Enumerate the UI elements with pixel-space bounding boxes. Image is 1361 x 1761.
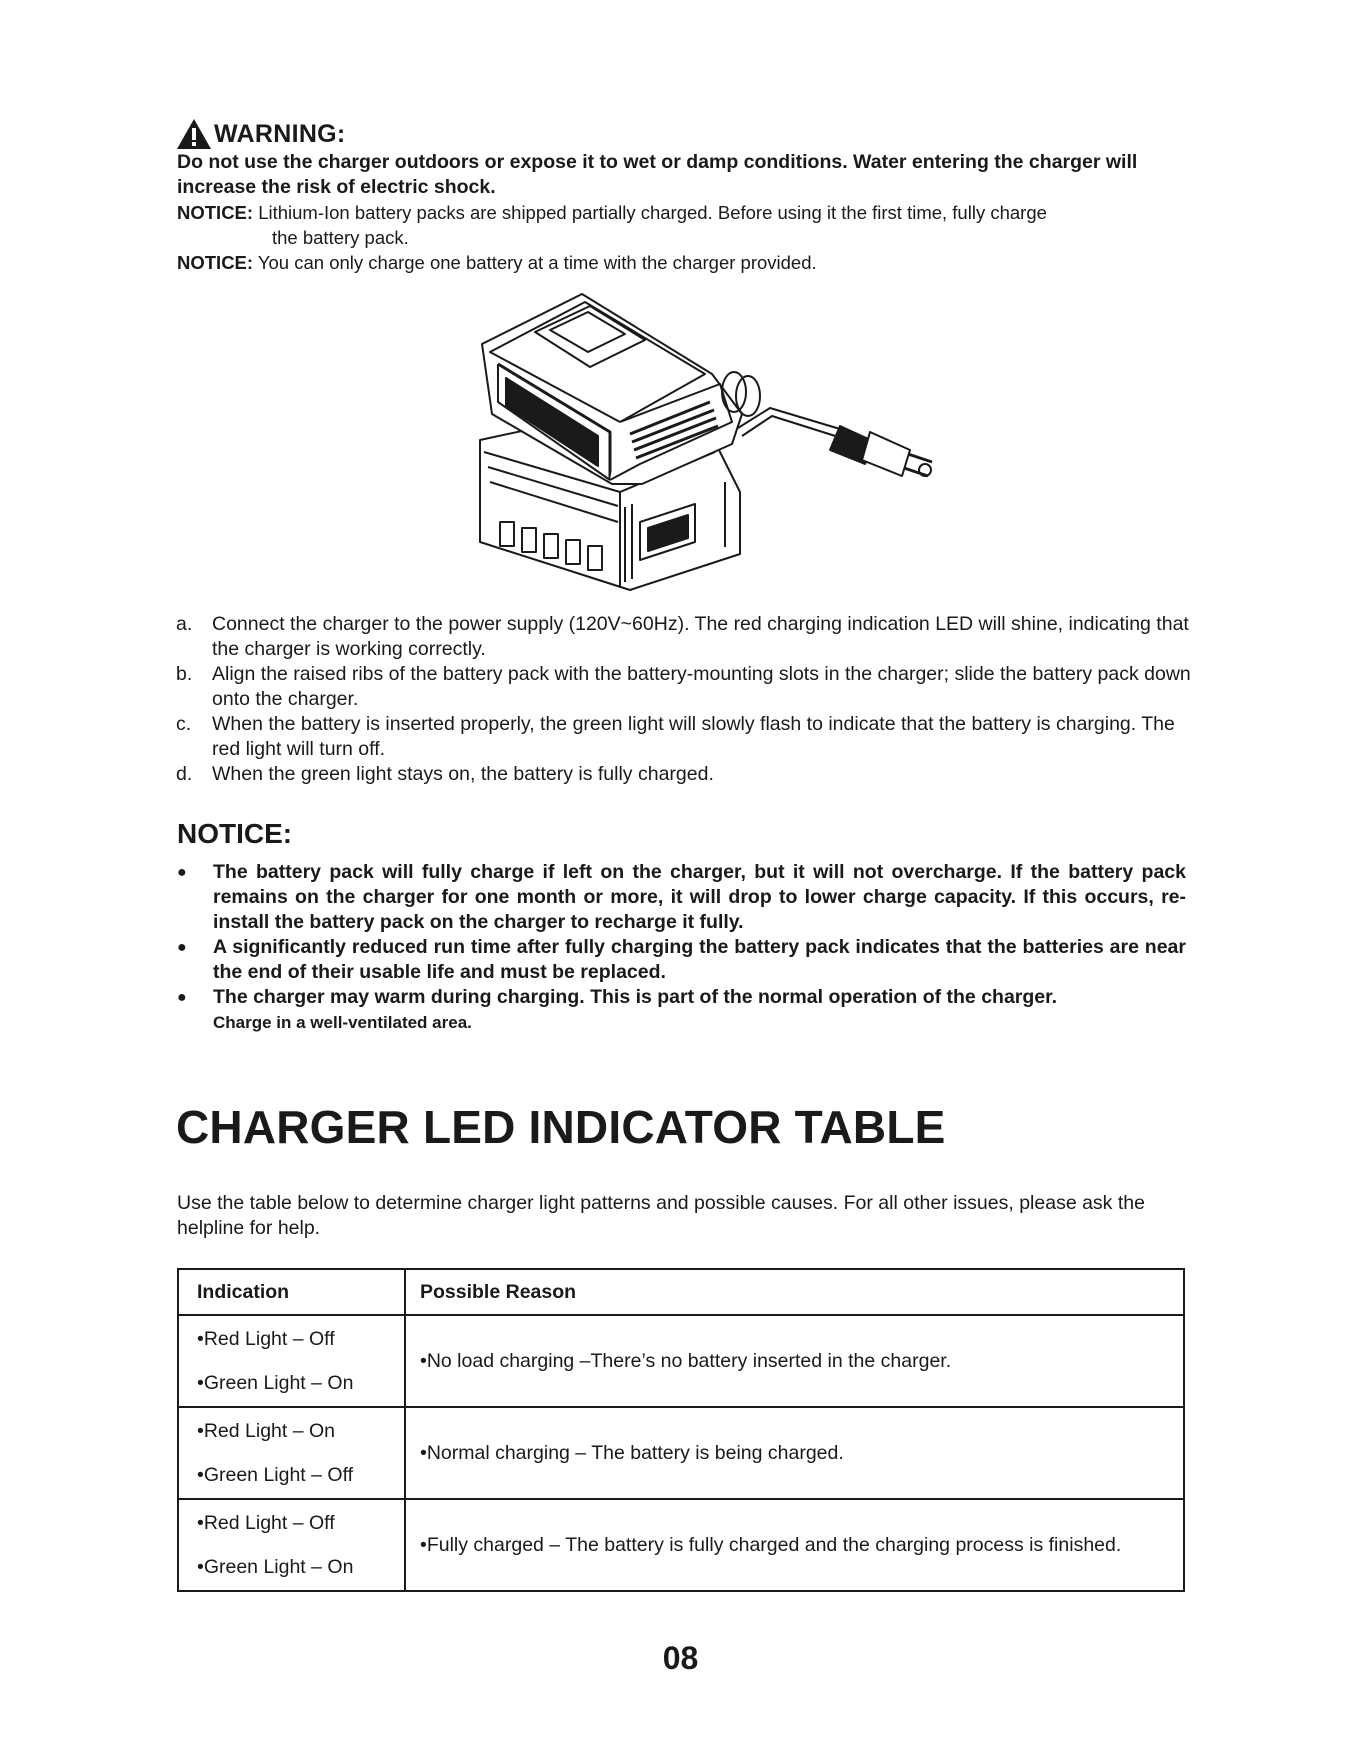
- warning-text: Do not use the charger outdoors or expose it to wet or damp conditions. Water entering the charger will increase the risk of electric shock.: [177, 151, 1138, 198]
- header-indication: Indication: [178, 1269, 405, 1315]
- green-light-status: •Green Light – On: [197, 1556, 354, 1578]
- step-label: a.: [176, 613, 193, 635]
- bullet-dot-icon: ●: [177, 939, 187, 956]
- step-text: Align the raised ribs of the battery pack with the battery-mounting slots in the charger; slide the battery pack down onto the charger.: [212, 663, 1191, 710]
- green-light-status: •Green Light – On: [197, 1372, 354, 1394]
- indication-cell: [178, 1315, 405, 1407]
- notice-bullet: [177, 935, 1186, 985]
- bullet-text: The battery pack will fully charge if left on the charger, but it will not overcharge. If the battery pack remains on the charger for one month or more, it will drop to lower charge capacity. If this occurs, re-install the battery pack on the charger to recharge it fully.: [213, 861, 1186, 933]
- notice-one-battery: [177, 250, 1177, 275]
- red-light-status: •Red Light – On: [197, 1420, 335, 1442]
- step-text: Connect the charger to the power supply (120V~60Hz). The red charging indication LED will shine, indicating that the charger is working correctly.: [212, 613, 1189, 660]
- bullet-text-wrap: [213, 985, 1186, 1035]
- red-light-status: •Red Light – Off: [197, 1512, 335, 1534]
- bullet-text: A significantly reduced run time after fully charging the battery pack indicates that the batteries are near the end of their usable life and must be replaced.: [213, 936, 1186, 983]
- reason-cell: •Normal charging – The battery is being charged.: [405, 1407, 1184, 1499]
- indication-cell: [178, 1407, 405, 1499]
- notice-text: Lithium-Ion battery packs are shipped partially charged. Before using it the first time, fully charge: [258, 202, 1047, 223]
- step-label: b.: [176, 663, 193, 685]
- notice-text: You can only charge one battery at a time with the charger provided.: [257, 252, 817, 273]
- step-item: [176, 612, 1206, 662]
- page-number: 08: [662, 1640, 699, 1676]
- bullet-text: The charger may warm during charging. This is part of the normal operation of the charger.: [213, 986, 1058, 1008]
- bullet-dot-icon: ●: [177, 989, 187, 1006]
- bullet-text-extra: Charge in a well-ventilated area.: [213, 1013, 472, 1032]
- notice-bullet: [177, 860, 1186, 935]
- warning-triangle-icon: [176, 118, 212, 150]
- header-possible-reason: Possible Reason: [405, 1269, 1184, 1315]
- table-header-row: [178, 1269, 1184, 1315]
- notice-label: NOTICE:: [177, 202, 254, 223]
- green-light-status: •Green Light – Off: [197, 1464, 354, 1486]
- step-item: [176, 662, 1206, 712]
- warning-header: [176, 118, 346, 150]
- table-row: [178, 1499, 1184, 1591]
- reason-cell: •No load charging –There’s no battery inserted in the charger.: [405, 1315, 1184, 1407]
- led-table-title: CHARGER LED INDICATOR TABLE: [176, 1101, 946, 1153]
- notice-bullet: [177, 985, 1186, 1035]
- setup-steps: [176, 612, 1206, 787]
- step-text: When the battery is inserted properly, the green light will slowly flash to indicate that the battery is charging. The red light will turn off.: [212, 713, 1175, 760]
- notice-bullets: [177, 860, 1186, 1035]
- indication-cell: [178, 1499, 405, 1591]
- notice-heading: NOTICE:: [177, 818, 293, 849]
- table-row: [178, 1407, 1184, 1499]
- step-item: [176, 762, 1206, 787]
- notice-text-cont: the battery pack.: [272, 227, 409, 248]
- charger-with-battery-illustration: [470, 292, 980, 598]
- warning-title: WARNING:: [214, 119, 346, 148]
- table-row: [178, 1315, 1184, 1407]
- step-item: [176, 712, 1206, 762]
- red-light-status: •Red Light – Off: [197, 1328, 335, 1350]
- led-indicator-table: [177, 1268, 1185, 1592]
- reason-cell: •Fully charged – The battery is fully charged and the charging process is finished.: [405, 1499, 1184, 1591]
- notice-label: NOTICE:: [177, 252, 254, 273]
- bullet-dot-icon: ●: [177, 864, 187, 881]
- step-label: d.: [176, 763, 193, 785]
- led-table-intro: Use the table below to determine charger light patterns and possible causes. For all other issues, please ask the helpline for help.: [177, 1192, 1145, 1239]
- step-text: When the green light stays on, the battery is fully charged.: [212, 763, 714, 785]
- step-label: c.: [176, 713, 192, 735]
- notice-shipped-charge: [177, 200, 1177, 250]
